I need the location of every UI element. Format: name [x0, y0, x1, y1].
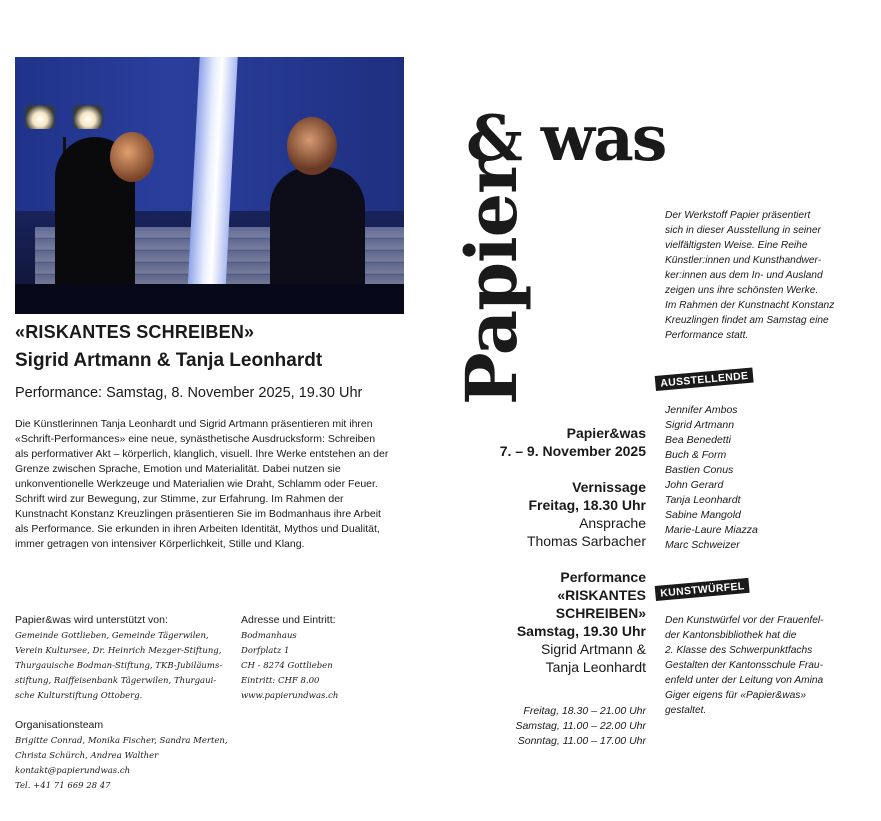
- artist-item: Tanja Leonhardt: [665, 494, 741, 506]
- org-heading: Organisationsteam: [15, 719, 104, 731]
- vernissage-time: Freitag, 18.30 Uhr: [528, 497, 646, 513]
- performance-line: Sigrid Artmann &: [540, 641, 646, 657]
- intro-line: vielfältigsten Weise. Eine Reihe: [665, 240, 808, 251]
- opening-hours-line: Sonntag, 11.00 – 17.00 Uhr: [517, 735, 646, 747]
- artist-item: Bea Benedetti: [665, 434, 731, 446]
- supporter-line: Gemeinde Gottlieben, Gemeinde Tägerwilen,: [15, 631, 209, 641]
- artist-list: [665, 403, 758, 553]
- supporters: [15, 629, 235, 704]
- address-line: Eintritt: CHF 8.00: [241, 676, 320, 686]
- artist-item: Jennifer Ambos: [665, 404, 738, 416]
- event-artists: Sigrid Artmann & Tanja Leonhardt: [15, 350, 323, 371]
- address-line: CH - 8274 Gottlieben: [241, 661, 333, 671]
- intro-line: ker:innen aus dem In- und Ausland: [665, 270, 823, 281]
- supporter-line: Thurgauische Bodman-Stiftung, TKB-Jubiläums-: [15, 661, 223, 671]
- intro-line: zeigen uns ihre schönsten Werke.: [665, 285, 819, 296]
- vernissage-line: Thomas Sarbacher: [526, 533, 646, 549]
- org-line: Brigitte Conrad, Monika Fischer, Sandra Merten,: [15, 736, 228, 746]
- event-description: Die Künstlerinnen Tanja Leonhardt und Sigrid Artmann präsentieren mit ihren «Schrift-Performances» eine neue, synästhetische Ausdrucksform: Schreiben als performativer Akt – körperlich, klanglich, visuell. Ihre Werke entstehen an der Grenze zwischen Sprache, Emotion und Materialität. Dabei nutzen sie unkonventionelle Werkzeuge und Materialien wie Draht, Schlamm oder Feuer. Schrift wird zur Bewegung, zur Stimme, zur Erfahrung. Im Rahmen der Kunstnacht Konstanz Kreuzlingen präsentieren Sie im Bodmanhaus ihre Arbeit als Performance. Sie erkunden in ihren Arbeiten Identität, Mythos und Dualität, immer getragen von intensiver Körperlichkeit, Stille und Klang.: [15, 418, 389, 550]
- supporter-line: Verein Kultursee, Dr. Heinrich Mezger-Stiftung,: [15, 646, 222, 656]
- address-line: Bodmanhaus: [241, 631, 297, 641]
- event-dates: 7. – 9. November 2025: [499, 443, 646, 459]
- vernissage-line: Ansprache: [579, 515, 646, 531]
- intro-line: Der Werkstoff Papier präsentiert: [665, 210, 811, 221]
- performance-photo: [15, 57, 404, 314]
- address-line: Dorfplatz 1: [241, 646, 290, 656]
- intro-line: Kreuzlingen findet am Samstag eine: [665, 315, 829, 326]
- kunstwuerfel-badge: KUNSTWÜRFEL: [655, 578, 750, 601]
- performance-time: Samstag, 19.30 Uhr: [516, 623, 646, 639]
- intro-text: [665, 208, 865, 343]
- opening-hours-line: Samstag, 11.00 – 22.00 Uhr: [515, 720, 646, 732]
- performance-info: [426, 568, 646, 676]
- performer-right-head: [287, 117, 337, 175]
- support-heading: Papier&was wird unterstützt von:: [15, 614, 168, 626]
- address-heading: Adresse und Eintritt:: [241, 614, 336, 626]
- event-title: «RISKANTES SCHREIBEN»: [15, 322, 255, 342]
- kunstwuerfel-line: der Kantonsbibliothek hat die: [665, 630, 797, 641]
- intro-line: Im Rahmen der Kunstnacht Konstanz: [665, 300, 835, 311]
- website-link[interactable]: www.papierundwas.ch: [241, 691, 339, 701]
- kunstwuerfel-line: Den Kunstwürfel vor der Frauenfel-: [665, 615, 824, 626]
- organisation-team: [15, 734, 255, 794]
- artist-item: Buch & Form: [665, 449, 727, 461]
- kunstwuerfel-line: enfeld unter der Leitung von Amina: [665, 675, 824, 686]
- supporter-line: sche Kulturstiftung Ottoberg.: [15, 691, 143, 701]
- address: [241, 629, 391, 704]
- intro-line: Künstler:innen und Kunsthandwer-: [665, 255, 822, 266]
- performer-left-head: [110, 132, 154, 182]
- artist-item: Marc Schweizer: [665, 539, 740, 551]
- logo-papier: Papier: [450, 157, 533, 405]
- kunstwuerfel-text: [665, 613, 855, 718]
- performance-line: Tanja Leonhardt: [545, 659, 646, 675]
- contact-phone: Tel. +41 71 669 28 47: [15, 781, 111, 791]
- event-name: Papier&was: [566, 425, 646, 441]
- opening-hours: [426, 704, 646, 749]
- artist-item: Sigrid Artmann: [665, 419, 735, 431]
- kunstwuerfel-line: Gestalten der Kantonsschule Frau-: [665, 660, 823, 671]
- kunstwuerfel-line: Giger eigens für «Papier&was»: [665, 690, 807, 701]
- vernissage: [426, 478, 646, 550]
- kunstwuerfel-line: 2. Klasse des Schwerpunktfachs: [665, 645, 813, 656]
- exhibitors-badge: AUSSTELLENDE: [655, 367, 754, 391]
- intro-line: sich in dieser Ausstellung in seiner: [665, 225, 821, 236]
- artist-item: Marie-Laure Miazza: [665, 524, 758, 536]
- logo-amp-was: & was: [466, 101, 666, 175]
- contact-email[interactable]: kontakt@papierundwas.ch: [15, 766, 131, 776]
- org-line: Christa Schürch, Andrea Walther: [15, 751, 159, 761]
- artist-item: Bastien Conus: [665, 464, 734, 476]
- performance-title: Performance: [560, 569, 646, 585]
- performance-name: SCHREIBEN»: [555, 605, 646, 621]
- stage-lamp-right: [73, 105, 103, 129]
- intro-line: Performance statt.: [665, 330, 749, 341]
- vernissage-title: Vernissage: [572, 479, 646, 495]
- kunstwuerfel-line: gestaltet.: [665, 705, 707, 716]
- performance-date: Performance: Samstag, 8. November 2025, 19.30 Uhr: [15, 385, 363, 401]
- artist-item: John Gerard: [665, 479, 724, 491]
- photo-floor: [15, 284, 404, 314]
- opening-hours-line: Freitag, 18.30 – 21.00 Uhr: [523, 705, 646, 717]
- supporter-line: stiftung, Raiffeisenbank Tägerwilen, Thurgaui-: [15, 676, 217, 686]
- event-summary: [426, 424, 646, 460]
- stage-lamp-left: [25, 105, 55, 129]
- artist-item: Sabine Mangold: [665, 509, 741, 521]
- performance-name: «RISKANTES: [557, 587, 646, 603]
